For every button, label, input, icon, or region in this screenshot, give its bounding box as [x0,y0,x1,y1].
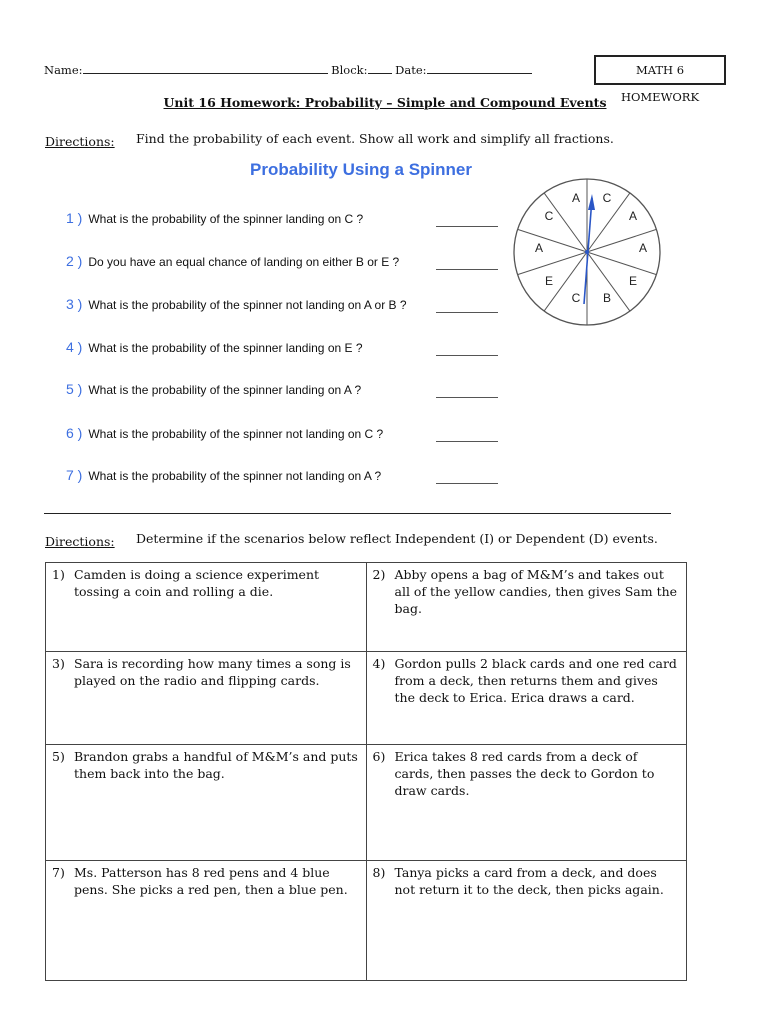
date-field[interactable] [427,62,532,74]
directions-text-2: Determine if the scenarios below reflect Independent (I) or Dependent (D) events. [136,531,658,546]
answer-line-1[interactable] [436,225,498,227]
spinner-label-2: A [628,209,638,223]
header-line [44,62,532,77]
section-divider [44,513,671,514]
scenario-cell-2[interactable]: 2) Abby opens a bag of M&M’s and takes out all of the yellow candies, then gives Sam the bag. [366,563,687,652]
question-3: 3 ) What is the probability of the spinner not landing on A or B ? [66,296,407,312]
scenario-cell-1[interactable]: 1) Camden is doing a science experiment tossing a coin and rolling a die. [46,563,367,652]
directions-label-2: Directions: [45,534,115,549]
directions-label: Directions: [45,134,115,149]
answer-line-5[interactable] [436,396,498,398]
directions-2 [45,531,115,550]
question-6: 6 ) What is the probability of the spinner not landing on C ? [66,425,384,441]
spinner-label-8: A [534,241,544,255]
spinner-label-4: E [628,274,638,288]
scenario-table [45,562,687,981]
question-7: 7 ) What is the probability of the spinner not landing on A ? [66,467,382,483]
answer-line-2[interactable] [436,268,498,270]
spinner-label-7: E [544,274,554,288]
question-5: 5 ) What is the probability of the spinner landing on A ? [66,381,362,397]
scenario-cell-7[interactable]: 7) Ms. Patterson has 8 red pens and 4 blue pens. She picks a red pen, then a blue pen. [46,861,367,981]
scenario-cell-6[interactable]: 6) Erica takes 8 red cards from a deck of cards, then passes the deck to Gordon to draw cards. [366,745,687,861]
answer-line-4[interactable] [436,354,498,356]
spinner-diagram [512,172,664,328]
scenario-cell-8[interactable]: 8) Tanya picks a card from a deck, and does not return it to the deck, then picks again. [366,861,687,981]
directions-text: Find the probability of each event. Show all work and simplify all fractions. [136,131,614,146]
directions-1 [45,131,115,150]
spinner-label-6: C [571,291,581,305]
answer-line-3[interactable] [436,311,498,313]
block-label: Block: [331,63,368,77]
course-badge: MATH 6 HOMEWORK [594,55,726,85]
name-label: Name: [44,63,83,77]
spinner-label-10: A [571,191,581,205]
answer-line-7[interactable] [436,482,498,484]
question-4: 4 ) What is the probability of the spinner landing on E ? [66,339,363,355]
name-field[interactable] [83,62,328,74]
page-title: Unit 16 Homework: Probability – Simple and Compound Events [163,95,607,110]
spinner-label-5: B [602,291,612,305]
spinner-label-1: C [602,191,612,205]
scenario-cell-3[interactable]: 3) Sara is recording how many times a song is played on the radio and flipping cards. [46,652,367,745]
spinner-label-9: C [544,209,554,223]
question-2: 2 ) Do you have an equal chance of landing on either B or E ? [66,253,400,269]
date-label: Date: [395,63,427,77]
block-field[interactable] [368,62,392,74]
spinner-label-3: A [638,241,648,255]
scenario-cell-5[interactable]: 5) Brandon grabs a handful of M&M’s and puts them back into the bag. [46,745,367,861]
spinner-title: Probability Using a Spinner [250,160,472,179]
answer-line-6[interactable] [436,440,498,442]
question-1: 1 ) What is the probability of the spinner landing on C ? [66,210,364,226]
scenario-cell-4[interactable]: 4) Gordon pulls 2 black cards and one red card from a deck, then returns them and gives the deck to Erica. Erica draws a card. [366,652,687,745]
